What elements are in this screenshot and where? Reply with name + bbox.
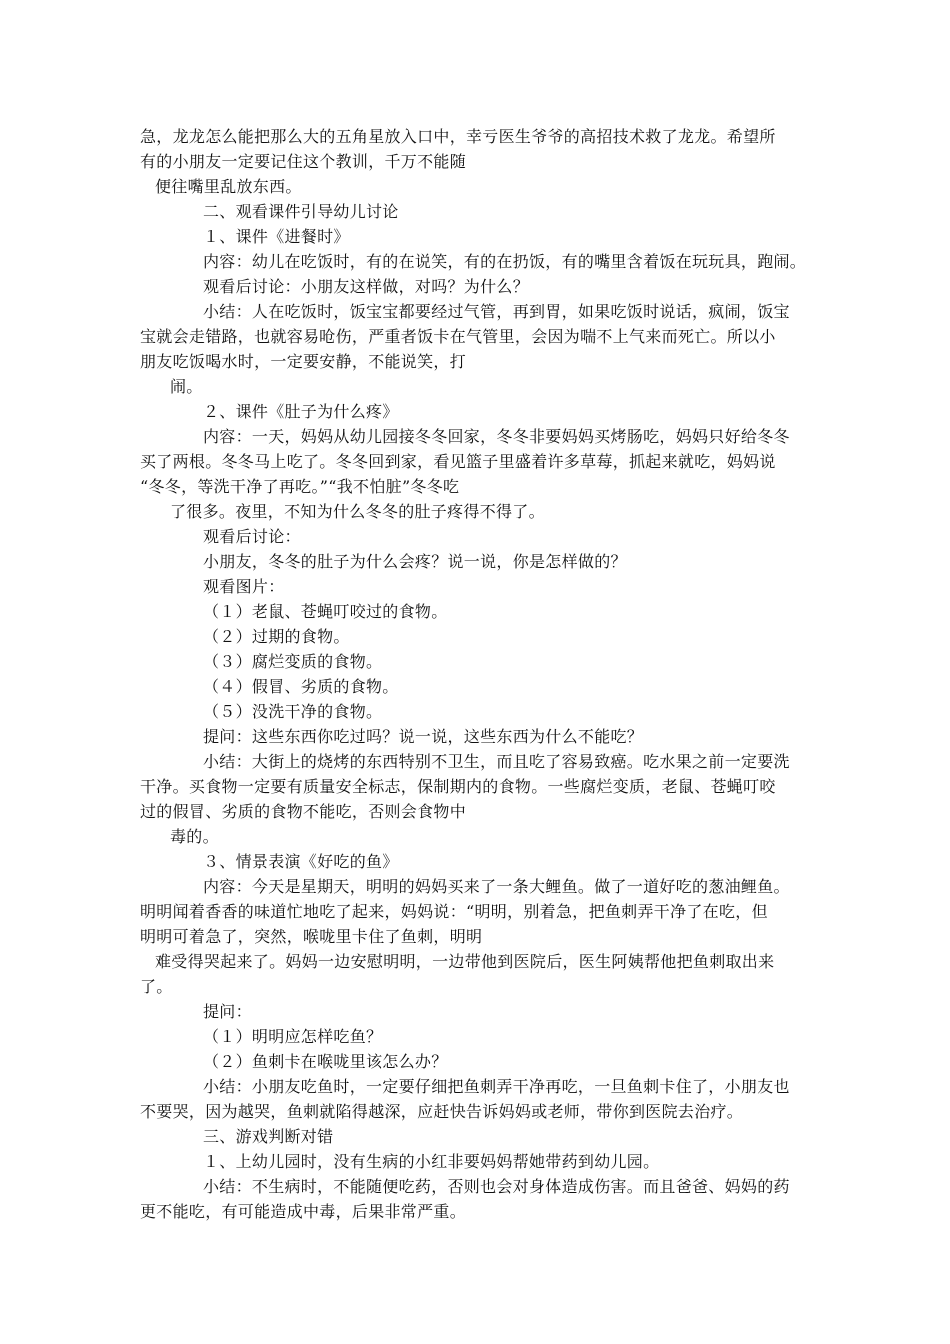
text-line: 朋友吃饭喝水时，一定要安静，不能说笑，打 (140, 352, 467, 371)
text-line: 内容：一天，妈妈从幼儿园接冬冬回家，冬冬非要妈妈买烤肠吃，妈妈只好给冬冬 (203, 427, 790, 446)
subsection-heading: ３、情景表演《好吃的鱼》 (203, 852, 399, 871)
text-line: 观看后讨论： (203, 527, 301, 546)
text-line: 小朋友，冬冬的肚子为什么会疼？说一说，你是怎样做的？ (203, 552, 627, 571)
text-line: 有的小朋友一定要记住这个教训，千万不能随 (140, 152, 467, 171)
text-line: “冬冬，等洗干净了再吃。”“我不怕脏”冬冬吃 (140, 477, 460, 496)
list-item: （４）假冒、劣质的食物。 (203, 677, 399, 696)
list-item: （５）没洗干净的食物。 (203, 702, 383, 721)
text-line: 便往嘴里乱放东西。 (155, 177, 302, 196)
text-line: 难受得哭起来了。妈妈一边安慰明明，一边带他到医院后，医生阿姨帮他把鱼刺取出来 (155, 952, 775, 971)
text-line: 小结：小朋友吃鱼时，一定要仔细把鱼刺弄干净再吃，一旦鱼刺卡住了，小朋友也 (203, 1077, 790, 1096)
text-line: 提问：这些东西你吃过吗？说一说，这些东西为什么不能吃？ (203, 727, 644, 746)
text-line: 观看图片： (203, 577, 285, 596)
text-line: 急，龙龙怎么能把那么大的五角星放入口中，幸亏医生爷爷的高招技术救了龙龙。希望所 (140, 127, 776, 146)
text-line: 闹。 (170, 377, 203, 396)
text-line: 宝就会走错路，也就容易呛伤，严重者饭卡在气管里，会因为喘不上气来而死亡。所以小 (140, 327, 776, 346)
text-line: 买了两根。冬冬马上吃了。冬冬回到家，看见篮子里盛着许多草莓，抓起来就吃，妈妈说 (140, 452, 776, 471)
list-item: （１）明明应怎样吃鱼？ (203, 1027, 383, 1046)
list-item: （２）鱼刺卡在喉咙里该怎么办？ (203, 1052, 448, 1071)
list-item: （３）腐烂变质的食物。 (203, 652, 383, 671)
text-line: 内容：幼儿在吃饭时，有的在说笑，有的在扔饭，有的嘴里含着饭在玩玩具，跑闹。 (203, 252, 807, 271)
text-line: 观看后讨论：小朋友这样做，对吗？为什么？ (203, 277, 530, 296)
section-heading: 二、观看课件引导幼儿讨论 (203, 202, 399, 221)
text-line: 干净。买食物一定要有质量安全标志，保制期内的食物。一些腐烂变质，老鼠、苍蝇叮咬 (140, 777, 776, 796)
text-line: 小结：大街上的烧烤的东西特别不卫生，而且吃了容易致癌。吃水果之前一定要洗 (203, 752, 790, 771)
subsection-heading: １、课件《进餐时》 (203, 227, 350, 246)
text-line: 更不能吃，有可能造成中毒，后果非常严重。 (140, 1202, 467, 1221)
text-line: 明明闻着香香的味道忙地吃了起来，妈妈说：“明明，别着急，把鱼刺弄干净了在吃，但 (140, 902, 768, 921)
text-line: 小结：人在吃饭时，饭宝宝都要经过气管，再到胃，如果吃饭时说话，疯闹，饭宝 (203, 302, 790, 321)
text-line: 毒的。 (170, 827, 219, 846)
text-line: １、上幼儿园时，没有生病的小红非要妈妈帮她带药到幼儿园。 (203, 1152, 660, 1171)
list-item: （２）过期的食物。 (203, 627, 350, 646)
subsection-heading: ２、课件《肚子为什么疼》 (203, 402, 399, 421)
text-line: 明明可着急了，突然，喉咙里卡住了鱼刺，明明 (140, 927, 483, 946)
list-item: （１）老鼠、苍蝇叮咬过的食物。 (203, 602, 448, 621)
text-line: 了。 (140, 977, 173, 996)
section-heading: 三、游戏判断对错 (203, 1127, 334, 1146)
text-line: 小结：不生病时，不能随便吃药，否则也会对身体造成伤害。而且爸爸、妈妈的药 (203, 1177, 790, 1196)
text-line: 过的假冒、劣质的食物不能吃，否则会食物中 (140, 802, 467, 821)
text-line: 不要哭，因为越哭，鱼刺就陷得越深，应赶快告诉妈妈或老师，带你到医院去治疗。 (140, 1102, 744, 1121)
text-line: 了很多。夜里，不知为什么冬冬的肚子疼得不得了。 (170, 502, 545, 521)
text-line: 提问： (203, 1002, 252, 1021)
text-line: 内容：今天是星期天，明明的妈妈买来了一条大鲤鱼。做了一道好吃的葱油鲤鱼。 (203, 877, 790, 896)
